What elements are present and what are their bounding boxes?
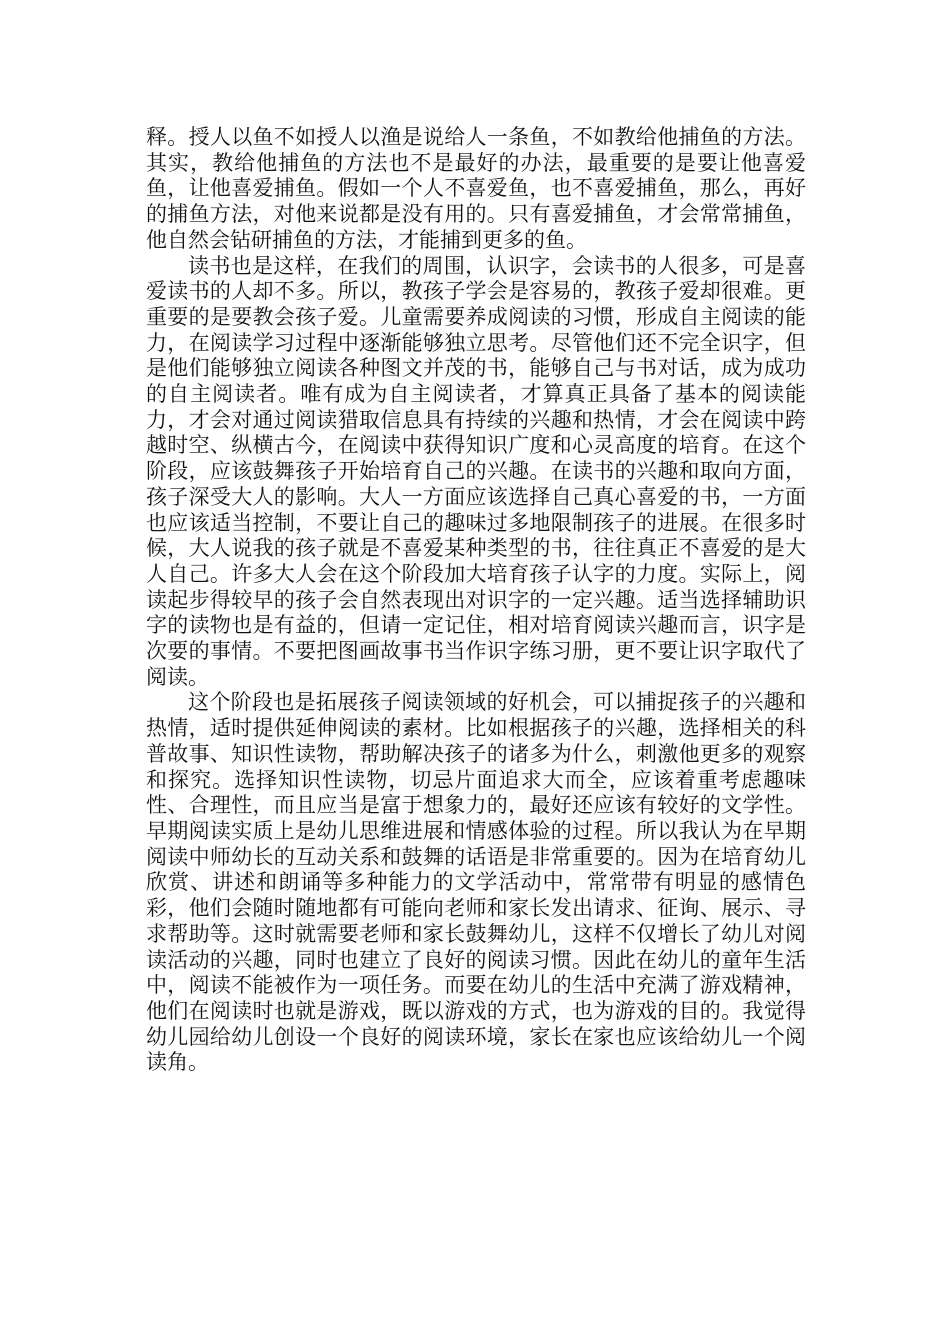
paragraph-3: 这个阶段也是拓展孩子阅读领域的好机会，可以捕捉孩子的兴趣和热情，适时提供延伸阅读的素材。比如根据孩子的兴趣，选择相关的科普故事、知识性读物，帮助解决孩子的诸多为什么，刺激他更多的观察和探究。选择知识性读物，切忌片面追求大而全，应该着重考虑趣味性、合理性，而且应当是富于想象力的，最好还应该有较好的文学性。早期阅读实质上是幼儿思维进展和情感体验的过程。所以我认为在早期阅读中师幼长的互动关系和鼓舞的话语是非常重要的。因为在培育幼儿欣赏、讲述和朗诵等多种能力的文学活动中，常常带有明显的感情色彩，他们会随时随地都有可能向老师和家长发出请求、征询、展示、寻求帮助等。这时就需要老师和家长鼓舞幼儿，这样不仅增长了幼儿对阅读活动的兴趣，同时也建立了良好的阅读习惯。因此在幼儿的童年生活中，阅读不能被作为一项任务。而要在幼儿的生活中充满了游戏精神，他们在阅读时也就是游戏，既以游戏的方式，也为游戏的目的。我觉得幼儿园给幼儿创设一个良好的阅读环境，家长在家也应该给幼儿一个阅读角。 (146, 690, 806, 1075)
paragraph-1: 释。授人以鱼不如授人以渔是说给人一条鱼，不如教给他捕鱼的方法。其实，教给他捕鱼的方法也不是最好的办法，最重要的是要让他喜爱鱼，让他喜爱捕鱼。假如一个人不喜爱鱼，也不喜爱捕鱼，那么，再好的捕鱼方法，对他来说都是没有用的。只有喜爱捕鱼，才会常常捕鱼，他自然会钻研捕鱼的方法，才能捕到更多的鱼。 (146, 125, 806, 252)
body-text (146, 125, 806, 1076)
paragraph-2: 读书也是这样，在我们的周围，认识字，会读书的人很多，可是喜爱读书的人却不多。所以，教孩子学会是容易的，教孩子爱却很难。更重要的是要教会孩子爱。儿童需要养成阅读的习惯，形成自主阅读的能力，在阅读学习过程中逐渐能够独立思考。尽管他们还不完全识字，但是他们能够独立阅读各种图文并茂的书，能够自己与书对话，成为成功的自主阅读者。唯有成为自主阅读者，才算真正具备了基本的阅读能力，才会对通过阅读猎取信息具有持续的兴趣和热情，才会在阅读中跨越时空、纵横古今，在阅读中获得知识广度和心灵高度的培育。在这个阶段，应该鼓舞孩子开始培育自己的兴趣。在读书的兴趣和取向方面，孩子深受大人的影响。大人一方面应该选择自己真心喜爱的书，一方面也应该适当控制，不要让自己的趣味过多地限制孩子的进展。在很多时候，大人说我的孩子就是不喜爱某种类型的书，往往真正不喜爱的是大人自己。许多大人会在这个阶段加大培育孩子认字的力度。实际上，阅读起步得较早的孩子会自然表现出对识字的一定兴趣。适当选择辅助识字的读物也是有益的，但请一定记住，相对培育阅读兴趣而言，识字是次要的事情。不要把图画故事书当作识字练习册，更不要让识字取代了阅读。 (146, 253, 806, 689)
